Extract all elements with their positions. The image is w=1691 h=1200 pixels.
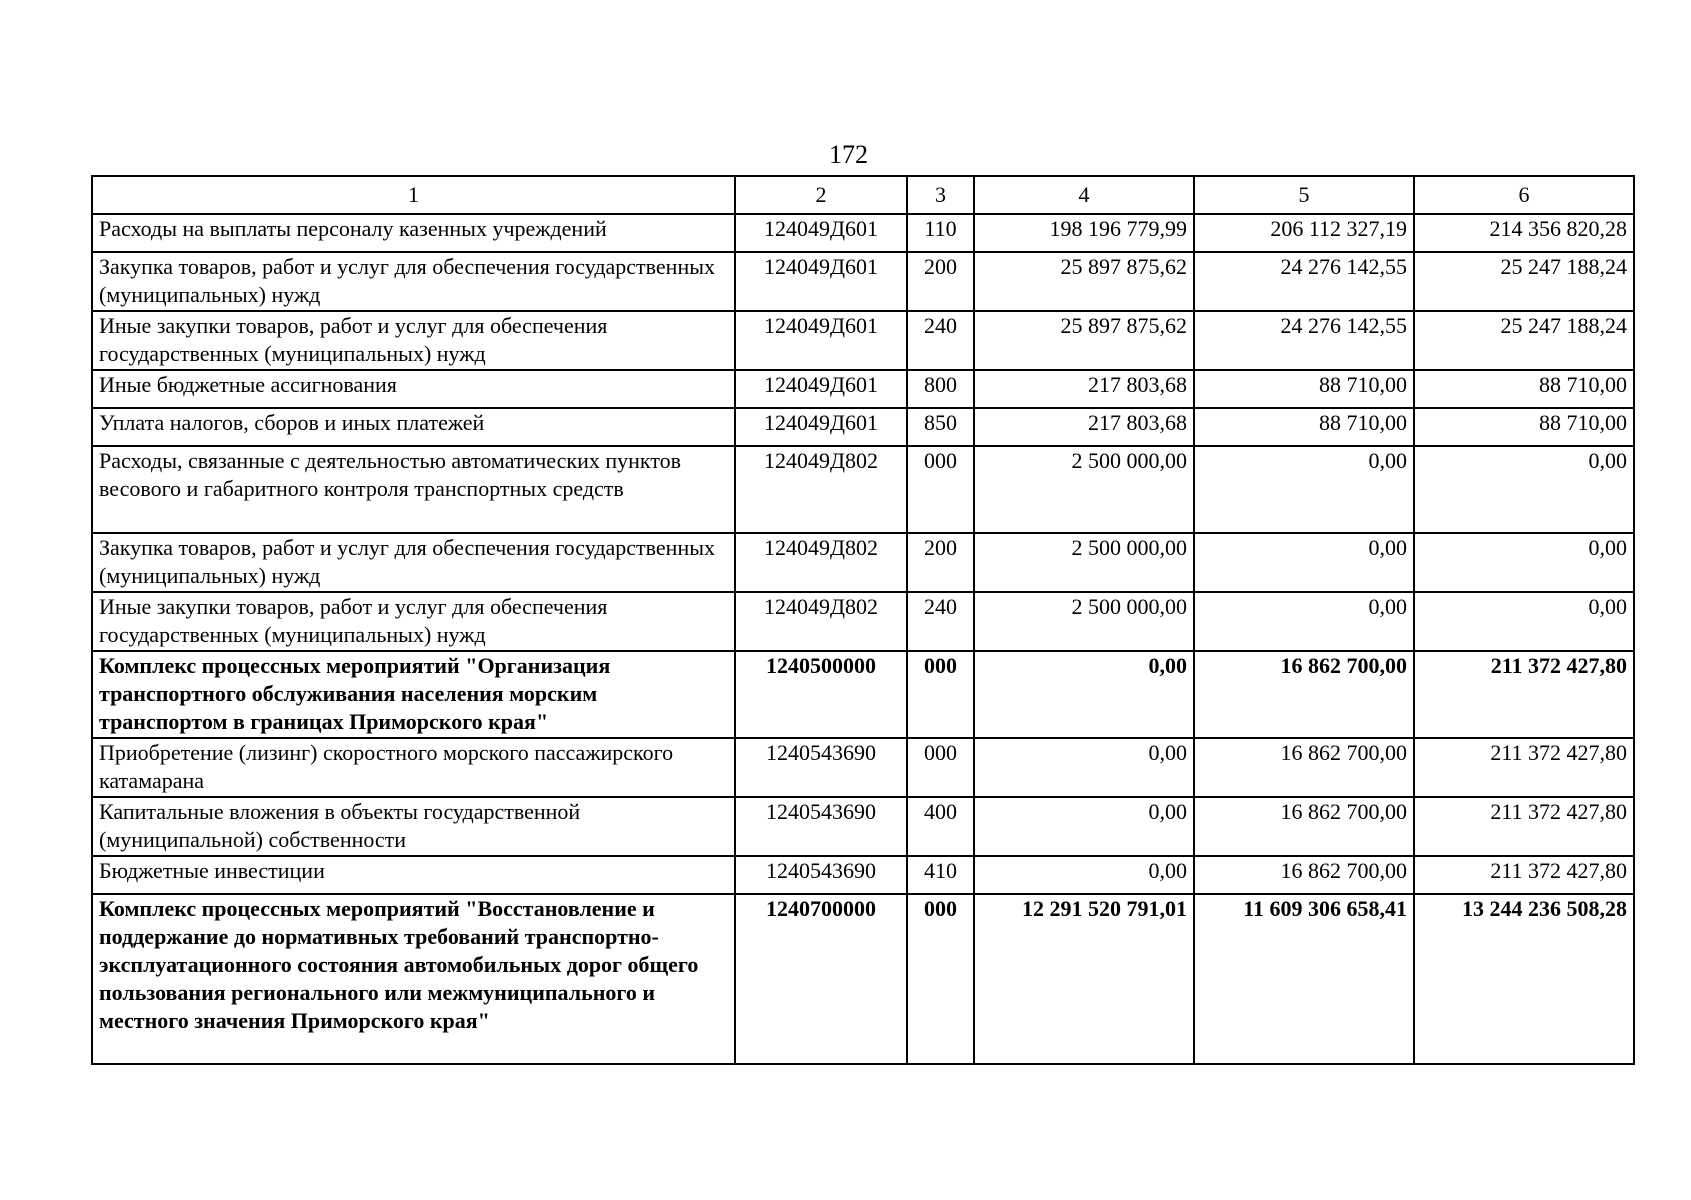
row-vr-cell: 200 [907,252,974,311]
page-number [0,140,1691,170]
table-row [92,214,1634,252]
row-name-cell: Иные закупки товаров, работ и услуг для обеспечения государственных (муниципальных) нужд [92,311,735,370]
row-code-cell: 1240543690 [735,797,907,856]
column-header: 4 [974,176,1194,214]
table-row [92,533,1634,592]
row-vr-cell: 240 [907,592,974,651]
row-vr-cell: 410 [907,856,974,894]
row-vr-cell: 800 [907,370,974,408]
row-value-6-cell: 0,00 [1414,592,1634,651]
table-row [92,651,1634,738]
row-value-4-cell: 25 897 875,62 [974,311,1194,370]
table-body [92,214,1634,1064]
row-name-cell: Приобретение (лизинг) скоростного морского пассажирского катамарана [92,738,735,797]
column-header: 6 [1414,176,1634,214]
table-row [92,311,1634,370]
row-value-4-cell: 2 500 000,00 [974,533,1194,592]
row-value-6-cell: 13 244 236 508,28 [1414,894,1634,1064]
row-value-5-cell: 11 609 306 658,41 [1194,894,1414,1064]
table-row [92,446,1634,533]
row-value-4-cell: 217 803,68 [974,370,1194,408]
row-name-cell: Уплата налогов, сборов и иных платежей [92,408,735,446]
page-number-text: 172 [829,140,868,169]
table-row [92,370,1634,408]
table-row [92,592,1634,651]
row-vr-cell: 110 [907,214,974,252]
row-code-cell: 124049Д802 [735,592,907,651]
row-value-5-cell: 16 862 700,00 [1194,797,1414,856]
row-name-cell: Закупка товаров, работ и услуг для обеспечения государственных (муниципальных) нужд [92,533,735,592]
row-value-4-cell: 0,00 [974,797,1194,856]
column-header: 2 [735,176,907,214]
table-row [92,408,1634,446]
row-value-6-cell: 211 372 427,80 [1414,856,1634,894]
table-row [92,894,1634,1064]
row-name-cell: Бюджетные инвестиции [92,856,735,894]
row-value-4-cell: 2 500 000,00 [974,446,1194,533]
row-name-cell: Иные бюджетные ассигнования [92,370,735,408]
row-value-5-cell: 16 862 700,00 [1194,738,1414,797]
row-value-5-cell: 88 710,00 [1194,370,1414,408]
row-code-cell: 1240700000 [735,894,907,1064]
budget-table [91,175,1635,1065]
table-row [92,252,1634,311]
row-value-4-cell: 217 803,68 [974,408,1194,446]
row-code-cell: 124049Д601 [735,252,907,311]
header-row [92,176,1634,214]
row-name-cell: Закупка товаров, работ и услуг для обеспечения государственных (муниципальных) нужд [92,252,735,311]
column-header: 5 [1194,176,1414,214]
row-code-cell: 124049Д601 [735,311,907,370]
row-name-cell: Расходы, связанные с деятельностью автоматических пунктов весового и габаритного контроля транспортных средств [92,446,735,533]
row-vr-cell: 240 [907,311,974,370]
table-row [92,856,1634,894]
row-value-4-cell: 0,00 [974,651,1194,738]
row-vr-cell: 000 [907,446,974,533]
row-value-6-cell: 0,00 [1414,446,1634,533]
row-value-5-cell: 88 710,00 [1194,408,1414,446]
row-value-6-cell: 25 247 188,24 [1414,252,1634,311]
row-value-6-cell: 211 372 427,80 [1414,738,1634,797]
row-value-4-cell: 25 897 875,62 [974,252,1194,311]
row-value-5-cell: 24 276 142,55 [1194,252,1414,311]
row-value-4-cell: 12 291 520 791,01 [974,894,1194,1064]
row-value-4-cell: 2 500 000,00 [974,592,1194,651]
row-vr-cell: 200 [907,533,974,592]
column-header: 3 [907,176,974,214]
row-code-cell: 124049Д802 [735,533,907,592]
row-value-6-cell: 88 710,00 [1414,408,1634,446]
row-code-cell: 1240543690 [735,738,907,797]
table-row [92,797,1634,856]
row-value-6-cell: 88 710,00 [1414,370,1634,408]
row-code-cell: 1240500000 [735,651,907,738]
row-value-6-cell: 211 372 427,80 [1414,651,1634,738]
row-name-cell: Расходы на выплаты персоналу казенных учреждений [92,214,735,252]
row-value-6-cell: 0,00 [1414,533,1634,592]
row-value-6-cell: 211 372 427,80 [1414,797,1634,856]
row-vr-cell: 400 [907,797,974,856]
column-header: 1 [92,176,735,214]
row-value-4-cell: 198 196 779,99 [974,214,1194,252]
row-code-cell: 1240543690 [735,856,907,894]
row-value-4-cell: 0,00 [974,856,1194,894]
row-name-cell: Капитальные вложения в объекты государственной (муниципальной) собственности [92,797,735,856]
row-code-cell: 124049Д601 [735,408,907,446]
row-value-5-cell: 24 276 142,55 [1194,311,1414,370]
row-value-4-cell: 0,00 [974,738,1194,797]
row-code-cell: 124049Д802 [735,446,907,533]
row-value-5-cell: 16 862 700,00 [1194,651,1414,738]
row-code-cell: 124049Д601 [735,214,907,252]
row-code-cell: 124049Д601 [735,370,907,408]
row-value-6-cell: 25 247 188,24 [1414,311,1634,370]
table-row [92,738,1634,797]
row-value-5-cell: 0,00 [1194,446,1414,533]
row-value-5-cell: 0,00 [1194,533,1414,592]
row-name-cell: Иные закупки товаров, работ и услуг для обеспечения государственных (муниципальных) нужд [92,592,735,651]
row-value-5-cell: 206 112 327,19 [1194,214,1414,252]
row-name-cell: Комплекс процессных мероприятий "Восстановление и поддержание до нормативных требований транспортно-эксплуатационного состояния автомобильных дорог общего пользования регионального или межмуниципального и местного значения Приморского края" [92,894,735,1064]
row-value-6-cell: 214 356 820,28 [1414,214,1634,252]
row-name-cell: Комплекс процессных мероприятий "Организация транспортного обслуживания населения морским транспортом в границах Приморского края" [92,651,735,738]
row-vr-cell: 000 [907,651,974,738]
row-value-5-cell: 0,00 [1194,592,1414,651]
row-value-5-cell: 16 862 700,00 [1194,856,1414,894]
row-vr-cell: 000 [907,894,974,1064]
row-vr-cell: 850 [907,408,974,446]
row-vr-cell: 000 [907,738,974,797]
